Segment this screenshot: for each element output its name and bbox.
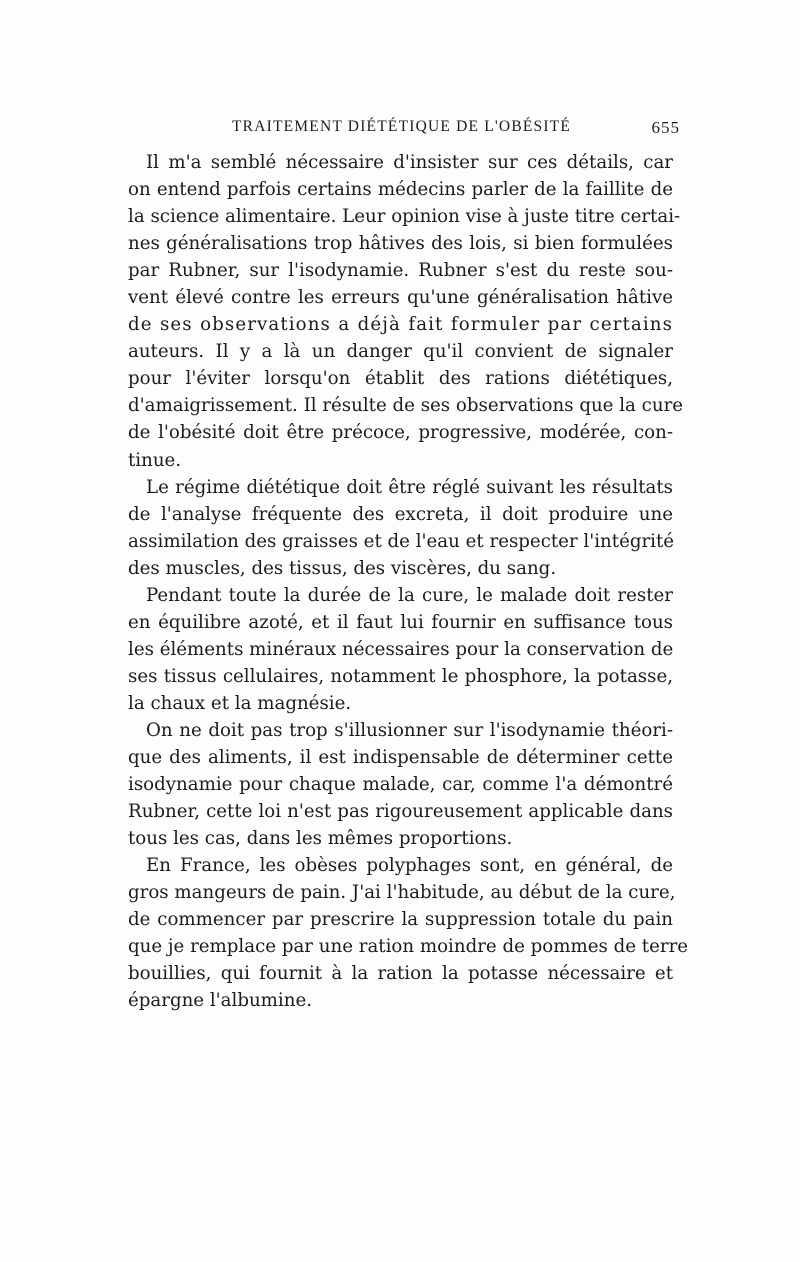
text-line: on entend parfois certains médecins parler de la faillite de (128, 179, 673, 201)
text-line: nes généralisations trop hâtives des lois, si bien formulées (128, 233, 673, 255)
text-line: que des aliments, il est indispensable de déterminer cette (128, 747, 673, 769)
text-line: isodynamie pour chaque malade, car, comme l'a démontré (128, 774, 673, 796)
text-line: Le régime diététique doit être réglé suivant les résultats (146, 476, 673, 498)
text-line: On ne doit pas trop s'illusionner sur l'isodynamie théori- (146, 719, 673, 741)
text-line: de ses observations a déjà fait formuler par certains (128, 314, 673, 336)
text-line: pour l'éviter lorsqu'on établit des rations diététiques, (128, 368, 673, 390)
text-line: d'amaigrissement. Il résulte de ses observations que la cure (128, 395, 684, 417)
running-head (130, 118, 680, 140)
text-line: Il m'a semblé nécessaire d'insister sur ces détails, car (146, 152, 673, 173)
text-line: de l'analyse fréquente des excreta, il doit produire une (128, 503, 673, 525)
text-line: tinue. (128, 449, 182, 471)
paragraph (128, 474, 673, 582)
text-line: épargne l'albumine. (128, 990, 312, 1012)
text-line: les éléments minéraux nécessaires pour la conservation de (128, 638, 674, 660)
text-line: la science alimentaire. Leur opinion vise à juste titre certai- (128, 206, 681, 228)
paragraph (128, 852, 689, 1014)
text-line: gros mangeurs de pain. J'ai l'habitude, au début de la cure, (128, 882, 676, 904)
text-line: Pendant toute la durée de la cure, le malade doit rester (146, 584, 673, 606)
paragraph (128, 717, 673, 852)
paragraph (128, 149, 684, 474)
text-line: tous les cas, dans les mêmes proportions. (128, 828, 513, 850)
text-line: vent élevé contre les erreurs qu'une généralisation hâtive (128, 287, 673, 309)
running-title: TRAITEMENT DIÉTÉTIQUE DE L'OBÉSITÉ (232, 118, 572, 135)
text-line: En France, les obèses polyphages sont, en général, de (146, 855, 673, 877)
text-line: en équilibre azoté, et il faut lui fournir en suffisance tous (128, 611, 673, 633)
text-line: bouillies, qui fournit à la ration la potasse nécessaire et (128, 963, 673, 985)
text-line: de commencer par prescrire la suppression totale du pain (128, 909, 673, 931)
page-number: 655 (651, 118, 680, 137)
text-line: auteurs. Il y a là un danger qu'il convient de signaler (128, 341, 673, 363)
text-line: la chaux et la magnésie. (128, 692, 352, 714)
text-line: assimilation des graisses et de l'eau et respecter l'intégrité (128, 530, 675, 552)
text-line: que je remplace par une ration moindre de pommes de terre (128, 936, 689, 958)
paragraph (128, 582, 673, 717)
text-line: de l'obésité doit être précoce, progressive, modérée, con- (128, 422, 673, 444)
text-line: Rubner, cette loi n'est pas rigoureusement applicable dans (128, 801, 673, 823)
text-line: par Rubner, sur l'isodynamie. Rubner s'est du reste sou- (128, 260, 673, 282)
text-line: des muscles, des tissus, des viscères, du sang. (128, 557, 557, 579)
text-line: ses tissus cellulaires, notamment le phosphore, la potasse, (128, 665, 673, 687)
body-text (128, 149, 689, 1015)
